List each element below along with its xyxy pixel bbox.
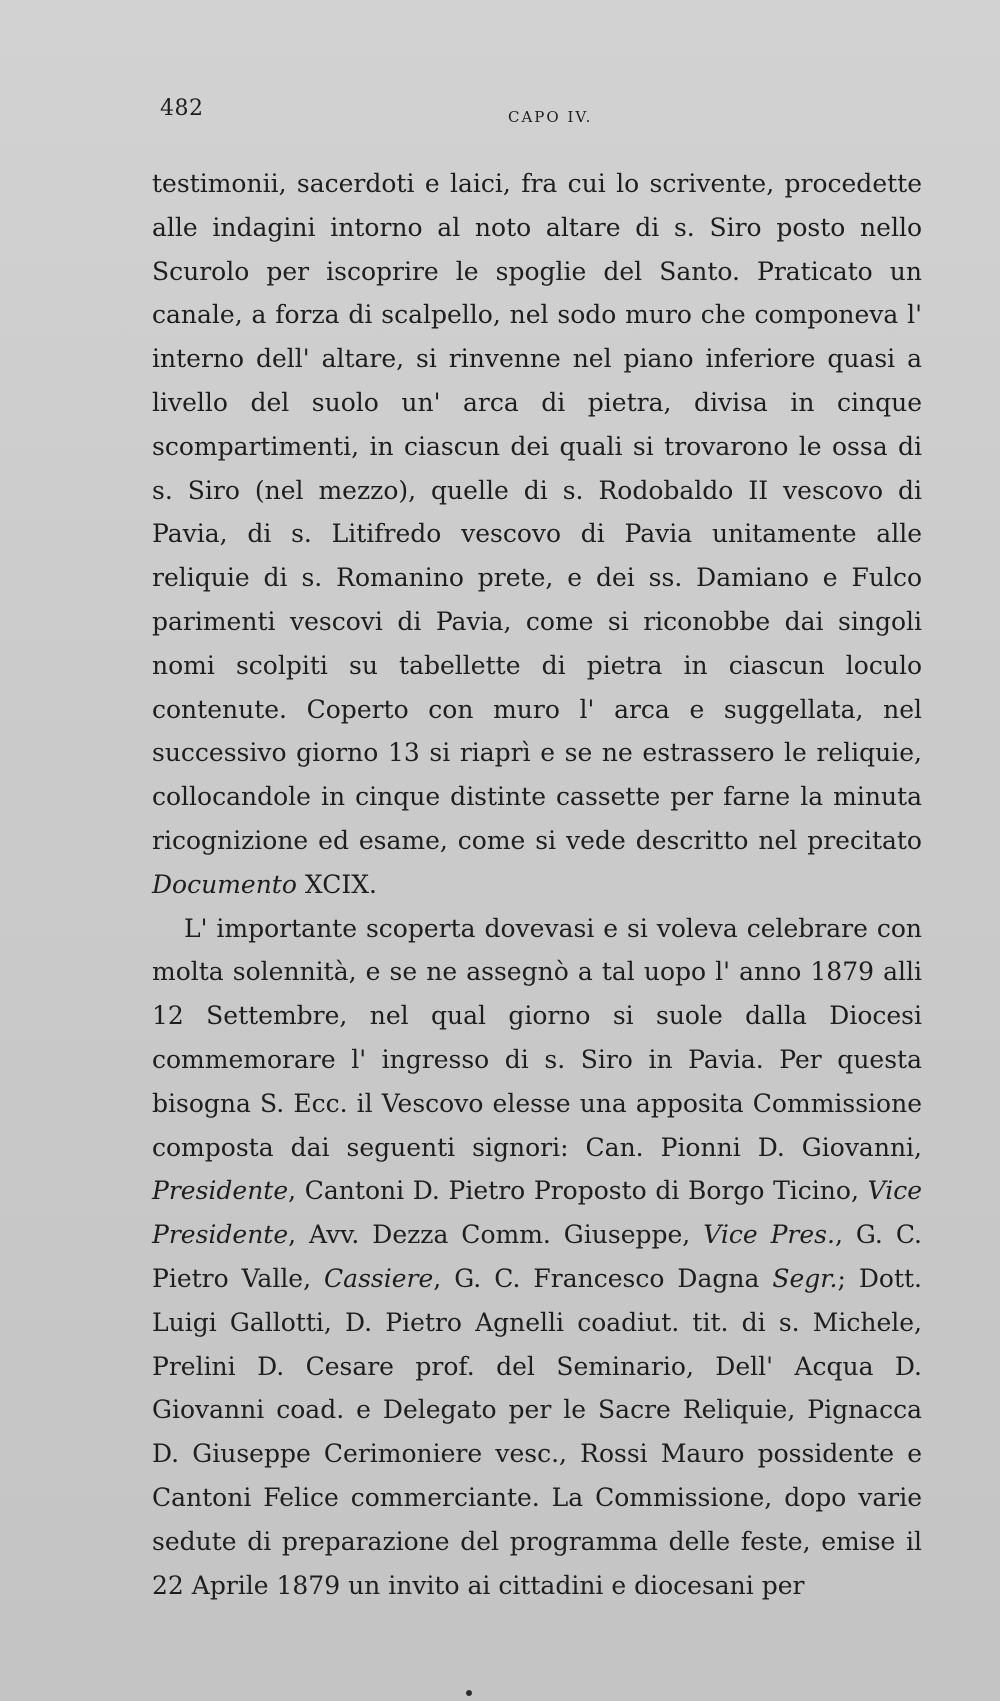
page-header [160,96,920,136]
paragraph-1 [152,162,922,907]
paper-speck [466,1690,472,1696]
page-number: 482 [160,96,204,121]
paragraph-2-text-6: ; Dott. Luigi Gallotti, D. Pietro Agnelli coadiut. tit. di s. Michele, Prelini D. Cesare prof. del Seminario, Dell' Acqua D. Giovanni coad. e Delegato per le Sacre Reliquie, Pignacca D. Giuseppe Cerimoniere vesc., Rossi Mauro possidente e Cantoni Felice commerciante. La Commissione, dopo varie sedute di preparazione del programma delle feste, emise il 22 Aprile 1879 un invito ai cittadini e diocesani per [152,1263,922,1600]
title-presidente: Presidente [152,1176,289,1206]
paragraph-2 [152,907,922,1608]
paragraph-2-text-3: , Avv. Dezza Comm. Giuseppe, [288,1220,704,1250]
paragraph-2-text-5: , G. C. Francesco Dagna [433,1263,773,1293]
document-reference: Documento [152,869,297,899]
title-cassiere: Cassiere [324,1263,434,1293]
paragraph-1-text: testimonii, sacerdoti e laici, fra cui lo scrivente, procedette alle indagini intorno al noto altare di s. Siro posto nello Scurolo per iscoprire le spoglie del Santo. Praticato un canale, a forza di scalpello, nel sodo muro che componeva l' interno dell' altare, si rinvenne nel piano inferiore quasi a livello del suolo un' arca di pietra, divisa in cinque scompartimenti, in ciascun dei quali si trovarono le ossa di s. Siro (nel mezzo), quelle di s. Rodobaldo II vescovo di Pavia, di s. Litifredo vescovo di Pavia unitamente alle reliquie di s. Romanino prete, e dei ss. Damiano e Fulco parimenti vescovi di Pavia, come si riconobbe dai singoli nomi scolpiti su tabellette di pietra in ciascun loculo contenute. Coperto con muro l' arca e suggellata, nel successivo giorno 13 si riaprì e se ne estrassero le reliquie, collocandole in cinque distinte cassette per farne la minuta ricognizione ed esame, come si vede descritto nel precitato [152,169,922,855]
paragraph-1-text-end: XCIX. [296,869,377,899]
title-vice-pres: Vice Pres. [703,1220,835,1250]
running-head: CAPO IV. [508,108,593,126]
paragraph-2-text-4: , G. C. Pietro Valle, [152,1220,923,1293]
body-text [152,162,922,1607]
paragraph-2-text-1: L' importante scoperta dovevasi e si voleva celebrare con molta solennità, e se ne assegnò a tal uopo l' anno 1879 alli 12 Settembre, nel qual giorno si suole dalla Diocesi commemorare l' ingresso di s. Siro in Pavia. Per questa bisogna S. Ecc. il Vescovo elesse una apposita Commissione composta dai seguenti signori: Can. Pionni D. Giovanni, [152,913,922,1162]
paragraph-2-text-2: , Cantoni D. Pietro Proposto di Borgo Ticino, [288,1176,868,1206]
title-vice-presidente: Vice Presidente [152,1176,922,1250]
title-segretario: Segr. [772,1263,838,1293]
